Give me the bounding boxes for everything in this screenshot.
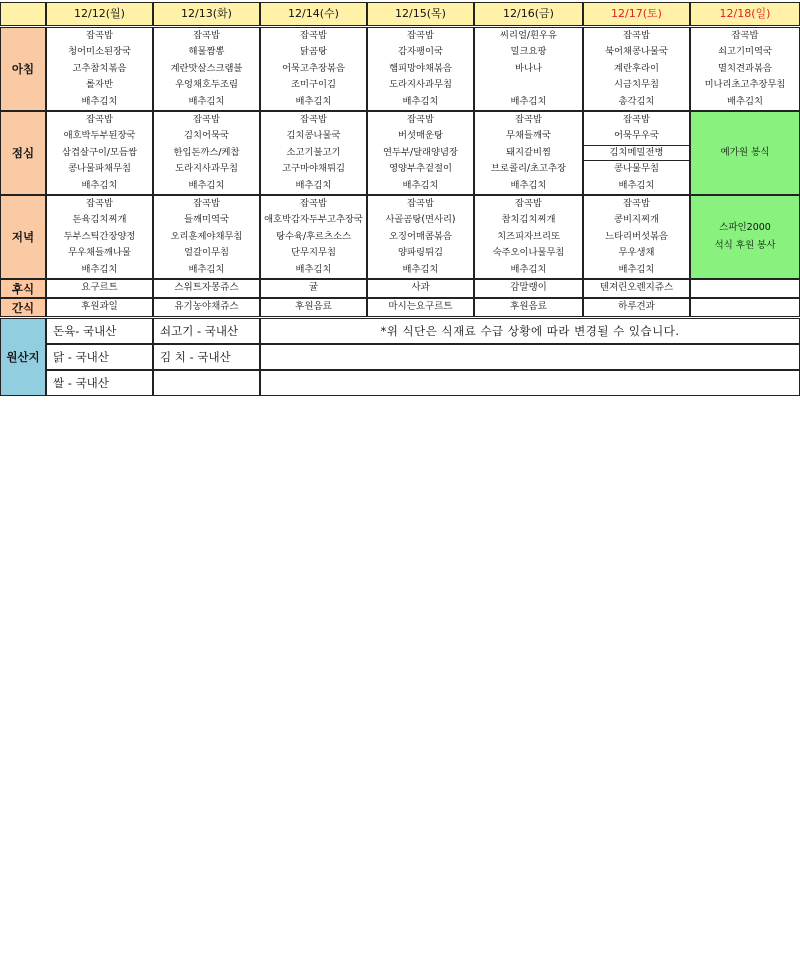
menu-item: 치즈피자브리또 xyxy=(474,229,583,246)
menu-item: 삼겹살구이/모듬쌈 xyxy=(46,145,153,162)
day-header-6: 12/18(일) xyxy=(690,2,800,26)
dessert-item: 감말랭이 xyxy=(474,279,583,298)
menu-item: 배추김치 xyxy=(690,94,800,111)
menu-item: 잡곡밥 xyxy=(690,27,800,44)
menu-item: 잡곡밥 xyxy=(583,111,690,128)
menu-item: 무우생채 xyxy=(583,245,690,262)
menu-item: 소고기불고기 xyxy=(260,145,367,162)
menu-item: 감자팽이국 xyxy=(367,44,474,61)
menu-item: 배추김치 xyxy=(583,262,690,279)
dessert-item: 요구르트 xyxy=(46,279,153,298)
menu-item: 도라지사과무침 xyxy=(153,161,260,178)
meal-plan-sheet xyxy=(0,0,800,397)
menu-item: 콩비지찌개 xyxy=(583,212,690,229)
menu-item: 고구마야채튀김 xyxy=(260,161,367,178)
menu-item: 쇠고기미역국 xyxy=(690,44,800,61)
day-header-5: 12/17(토) xyxy=(583,2,690,26)
menu-item: 한입돈까스/케찹 xyxy=(153,145,260,162)
menu-item: 미나리초고추장무침 xyxy=(690,77,800,94)
special-event-text: 석식 후원 봉사 xyxy=(714,240,776,251)
menu-item: 배추김치 xyxy=(474,94,583,111)
menu-item: 배추김치 xyxy=(46,94,153,111)
menu-item: 계란맛살스크램블 xyxy=(153,61,260,78)
menu-item: 두부스틱간장양정 xyxy=(46,229,153,246)
menu-item: 콩나물파채무침 xyxy=(46,161,153,178)
menu-item: 배추김치 xyxy=(260,262,367,279)
menu-item: 롤자반 xyxy=(46,77,153,94)
menu-item: 총각김치 xyxy=(583,94,690,111)
menu-item: 잡곡밥 xyxy=(153,195,260,212)
menu-item: 잡곡밥 xyxy=(46,111,153,128)
menu-item: 고추참치볶음 xyxy=(46,61,153,78)
menu-item: 단무지무침 xyxy=(260,245,367,262)
menu-item: 배추김치 xyxy=(367,262,474,279)
menu-item: 잡곡밥 xyxy=(367,111,474,128)
menu-item: 배추김치 xyxy=(260,178,367,195)
meal-label-1: 점심 xyxy=(0,111,46,195)
menu-item: 해물짬뽕 xyxy=(153,44,260,61)
meal-label-0: 아침 xyxy=(0,27,46,111)
menu-item: 영양부추겉절이 xyxy=(367,161,474,178)
dessert-item: 사과 xyxy=(367,279,474,298)
menu-item: 닭곰탕 xyxy=(260,44,367,61)
notice-blank-1 xyxy=(260,344,800,370)
menu-item: 배추김치 xyxy=(153,94,260,111)
special-event-1 xyxy=(690,111,800,195)
menu-item: 씨리얼/흰우유 xyxy=(474,27,583,44)
menu-item: 배추김치 xyxy=(153,178,260,195)
menu-item: 우엉채호두조림 xyxy=(153,77,260,94)
menu-item: 들깨미역국 xyxy=(153,212,260,229)
menu-item: 배추김치 xyxy=(367,178,474,195)
menu-item: 배추김치 xyxy=(260,94,367,111)
day-header-4: 12/16(금) xyxy=(474,2,583,26)
menu-item: 콩나물무침 xyxy=(583,161,690,178)
menu-item: 무우채들깨나물 xyxy=(46,245,153,262)
menu-item: 계란후라이 xyxy=(583,61,690,78)
menu-item: 김치콩나물국 xyxy=(260,128,367,145)
menu-item: 배추김치 xyxy=(153,262,260,279)
dessert-label: 후식 xyxy=(0,279,46,298)
dessert-item xyxy=(690,279,800,298)
snack-item: 마시는요구르트 xyxy=(367,298,474,317)
menu-item: 양파링튀김 xyxy=(367,245,474,262)
menu-item: 얼갈이무침 xyxy=(153,245,260,262)
menu-item: 잡곡밥 xyxy=(260,111,367,128)
menu-item: 김치어묵국 xyxy=(153,128,260,145)
menu-item: 브로콜리/초고추장 xyxy=(474,161,583,178)
menu-item: 배추김치 xyxy=(474,262,583,279)
origin-item: 쌀 - 국내산 xyxy=(46,370,153,396)
dessert-item: 귤 xyxy=(260,279,367,298)
menu-item: 잡곡밥 xyxy=(474,195,583,212)
menu-item: 청어미소된장국 xyxy=(46,44,153,61)
menu-item: 잡곡밥 xyxy=(367,27,474,44)
menu-item: 탕수육/후르츠소스 xyxy=(260,229,367,246)
menu-item: 바나나 xyxy=(474,61,583,78)
menu-item: 오리훈제야채무침 xyxy=(153,229,260,246)
menu-item: 밀크요팡 xyxy=(474,44,583,61)
special-event-2 xyxy=(690,195,800,279)
menu-item: 배추김치 xyxy=(583,178,690,195)
origin-item: 김 치 - 국내산 xyxy=(153,344,260,370)
menu-item: 사골곰탕(면사리) xyxy=(367,212,474,229)
snack-item: 하루견과 xyxy=(583,298,690,317)
menu-item: 도라지사과무침 xyxy=(367,77,474,94)
origin-item: 쇠고기 - 국내산 xyxy=(153,318,260,344)
origin-item xyxy=(153,370,260,396)
menu-item: 돈육김치찌개 xyxy=(46,212,153,229)
menu-item: 잡곡밥 xyxy=(474,111,583,128)
menu-item: 숙주오이나물무침 xyxy=(474,245,583,262)
notice-blank-2 xyxy=(260,370,800,396)
header-corner xyxy=(0,2,46,26)
menu-item: 배추김치 xyxy=(367,94,474,111)
snack-item: 후원과일 xyxy=(46,298,153,317)
menu-item: 오징어매콤볶음 xyxy=(367,229,474,246)
snack-item xyxy=(690,298,800,317)
snack-item: 후원음료 xyxy=(474,298,583,317)
menu-item: 느타리버섯볶음 xyxy=(583,229,690,246)
menu-item xyxy=(474,77,583,94)
origin-item: 닭 - 국내산 xyxy=(46,344,153,370)
snack-label: 간식 xyxy=(0,298,46,317)
menu-item: 북어채콩나물국 xyxy=(583,44,690,61)
menu-item: 김치메밀전병 xyxy=(583,145,690,162)
origin-item: 돈육- 국내산 xyxy=(46,318,153,344)
menu-item: 애호박감자두부고추장국 xyxy=(260,212,367,229)
menu-item: 무채들깨국 xyxy=(474,128,583,145)
dessert-item: 스위트자몽쥬스 xyxy=(153,279,260,298)
menu-item: 잡곡밥 xyxy=(153,27,260,44)
menu-item: 멸치견과볶음 xyxy=(690,61,800,78)
day-header-2: 12/14(수) xyxy=(260,2,367,26)
origin-label: 원산지 xyxy=(0,318,46,396)
menu-item: 잡곡밥 xyxy=(583,27,690,44)
day-header-3: 12/15(목) xyxy=(367,2,474,26)
menu-item: 햄피망야채볶음 xyxy=(367,61,474,78)
meal-label-2: 저녁 xyxy=(0,195,46,279)
menu-item: 어묵고추장볶음 xyxy=(260,61,367,78)
menu-item: 잡곡밥 xyxy=(583,195,690,212)
menu-item: 배추김치 xyxy=(474,178,583,195)
menu-item: 잡곡밥 xyxy=(153,111,260,128)
menu-item: 돼지갈비찜 xyxy=(474,145,583,162)
menu-item: 연두부/달래양념장 xyxy=(367,145,474,162)
special-event-text: 예가원 봉식 xyxy=(720,147,770,158)
menu-item: 잡곡밥 xyxy=(46,27,153,44)
day-header-1: 12/13(화) xyxy=(153,2,260,26)
notice-text: *위 식단은 식재료 수급 상황에 따라 변경될 수 있습니다. xyxy=(260,318,800,344)
menu-item: 잡곡밥 xyxy=(260,27,367,44)
menu-item: 잡곡밥 xyxy=(367,195,474,212)
day-header-0: 12/12(월) xyxy=(46,2,153,26)
menu-item: 참치김치찌개 xyxy=(474,212,583,229)
menu-item: 어묵무우국 xyxy=(583,128,690,145)
special-event-text: 스파인2000 xyxy=(719,222,771,233)
menu-item: 잡곡밥 xyxy=(46,195,153,212)
snack-item: 유기농야채쥬스 xyxy=(153,298,260,317)
menu-item: 배추김치 xyxy=(46,178,153,195)
snack-item: 후원음료 xyxy=(260,298,367,317)
menu-item: 조미구이김 xyxy=(260,77,367,94)
menu-item: 배추김치 xyxy=(46,262,153,279)
menu-item: 버섯매운탕 xyxy=(367,128,474,145)
menu-item: 잡곡밥 xyxy=(260,195,367,212)
menu-item: 애호박두부된장국 xyxy=(46,128,153,145)
menu-item: 시금치무침 xyxy=(583,77,690,94)
dessert-item: 텐져린오렌지쥬스 xyxy=(583,279,690,298)
